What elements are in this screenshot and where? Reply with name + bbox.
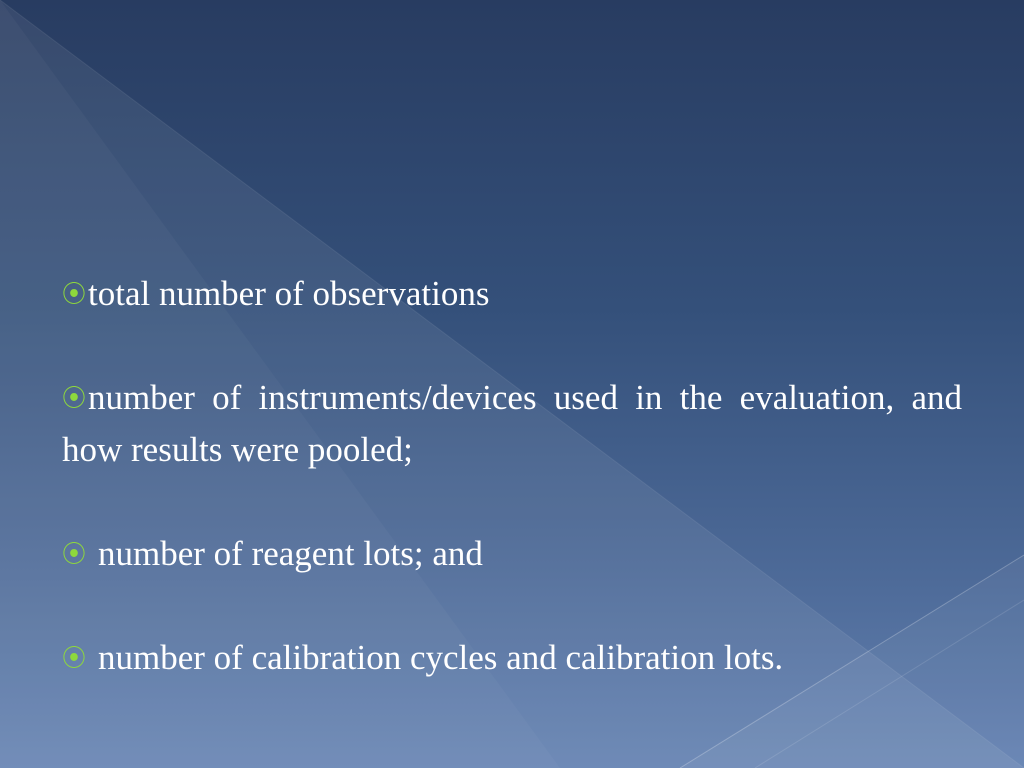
- list-item-text: number of reagent lots; and: [98, 534, 483, 573]
- circle-bullet-icon: ⦿: [62, 644, 86, 672]
- list-item: [62, 372, 962, 476]
- list-item-text: number of instruments/devices used in the evaluation, and how results were pooled;: [62, 378, 962, 469]
- list-item: [62, 632, 962, 684]
- circle-bullet-icon: ⦿: [62, 280, 86, 308]
- list-item: [62, 268, 962, 320]
- bullet-list: [62, 268, 962, 684]
- circle-bullet-icon: ⦿: [62, 540, 86, 568]
- list-item-text: total number of observations: [88, 274, 490, 313]
- circle-bullet-icon: ⦿: [62, 384, 86, 412]
- list-item: [62, 528, 962, 580]
- list-item-text: number of calibration cycles and calibration lots.: [98, 638, 784, 677]
